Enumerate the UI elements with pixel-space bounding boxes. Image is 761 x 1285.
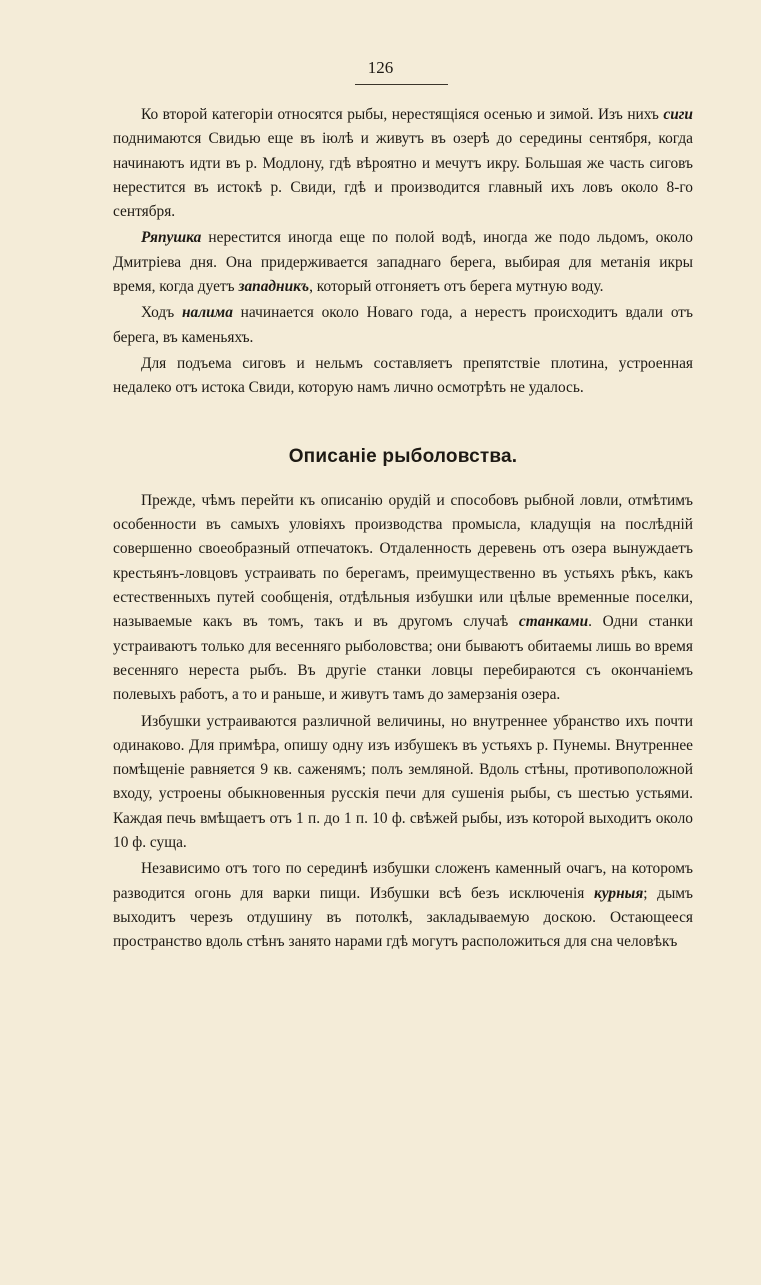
page-number-rule xyxy=(355,84,448,85)
italic-term: налима xyxy=(181,304,233,322)
text-run: Избушки устраиваются различной величины, но внутреннее убранство ихъ почти одинаково. Для примѣра, опишу одну изъ избушекъ въ устьяхъ р. Пунемы. Внутреннее помѣщеніе равняется 9 кв. саженямъ; полъ земляной. Вдоль стѣны, противоположной входу, устроены обыкновенныя русскія печи для сушенія рыбы, съ шестью устьями. Каждая печь вмѣщаетъ отъ 1 п. до 1 п. 10 ф. свѣжей рыбы, изъ которой выходитъ около 10 ф. суща. xyxy=(113,712,693,852)
paragraph xyxy=(113,710,693,856)
text-run: поднимаются Свидью еще въ іюлѣ и живутъ въ озерѣ до середины сентября, когда начинаютъ идти въ р. Модлону, гдѣ вѣроятно и мечутъ икру. Большая же часть сиговъ нерестится въ истокѣ р. Свиди, гдѣ и производится главный ихъ ловъ около 8-го сентября. xyxy=(113,130,693,221)
paragraph xyxy=(113,103,693,224)
text-run: , который отгоняетъ отъ берега мутную воду. xyxy=(309,278,604,296)
italic-term: Ряпушка xyxy=(141,229,202,247)
italic-term: курныя xyxy=(593,884,644,902)
paragraph xyxy=(113,857,693,954)
text-run: . Одни станки устраиваютъ только для весенняго рыболовства; они бываютъ обитаемы лишь во время весенняго нереста рыбъ. Въ другіе станки ловцы перебираются съ окончаніемъ полевыхъ работъ, а то и раньше, и живутъ тамъ до замерзанія озера. xyxy=(113,613,693,704)
text-run: Для подъема сиговъ и нельмъ составляетъ препятствіе плотина, устроенная недалеко отъ истока Свиди, которую намъ лично осмотрѣть не удалось. xyxy=(113,354,693,397)
text-run: нерестится иногда еще по полой водѣ, иногда же подо льдомъ, около Дмитріева дня. Она придерживается западнаго берега, выбирая для метанія икры время, когда дуетъ xyxy=(113,229,693,296)
paragraph xyxy=(113,301,693,350)
body-text xyxy=(113,103,693,955)
italic-term: западникъ xyxy=(238,278,310,296)
section-before-heading xyxy=(113,103,693,401)
text-run: ; дымъ выходитъ черезъ отдушину въ потолкѣ, закладываемую доскою. Остающееся пространство вдоль стѣнъ занято нарами гдѣ могутъ расположиться для сна человѣкъ xyxy=(113,884,693,951)
italic-term: станками xyxy=(518,613,589,631)
text-run: Ходъ xyxy=(141,304,182,322)
text-run: начинается около Новаго года, а нерестъ происходитъ вдали отъ берега, въ каменьяхъ. xyxy=(113,304,693,346)
paragraph xyxy=(113,226,693,299)
text-run: Независимо отъ того по серединѣ избушки сложенъ каменный очагъ, на которомъ разводится огонь для варки пищи. Избушки всѣ безъ исключенія xyxy=(113,860,693,902)
text-run: Ко второй категоріи относятся рыбы, нерестящіяся осенью и зимой. Изъ нихъ xyxy=(141,106,664,123)
italic-term: сиги xyxy=(663,106,693,123)
section-heading: Описаніе рыболовства. xyxy=(288,445,518,467)
text-run: Прежде, чѣмъ перейти къ описанію орудій и способовъ рыбной ловли, отмѣтимъ особенности въ самыхъ уловіяхъ производства промысла, кладущія на послѣдній совершенно своеобразный отпечатокъ. Отдаленность деревень отъ озера вынуждаетъ крестьянъ-ловцовъ устраивать по берегамъ, преимущественно въ устьяхъ рѣкъ, какъ естественныхъ путей сообщенія, отдѣльныя избушки или цѣлые временные поселки, называемые какъ въ томъ, такъ и въ другомъ случаѣ xyxy=(113,491,693,631)
section-after-heading xyxy=(113,489,693,955)
page-number: 126 xyxy=(367,58,394,77)
paragraph xyxy=(113,352,693,401)
paragraph xyxy=(113,489,693,708)
